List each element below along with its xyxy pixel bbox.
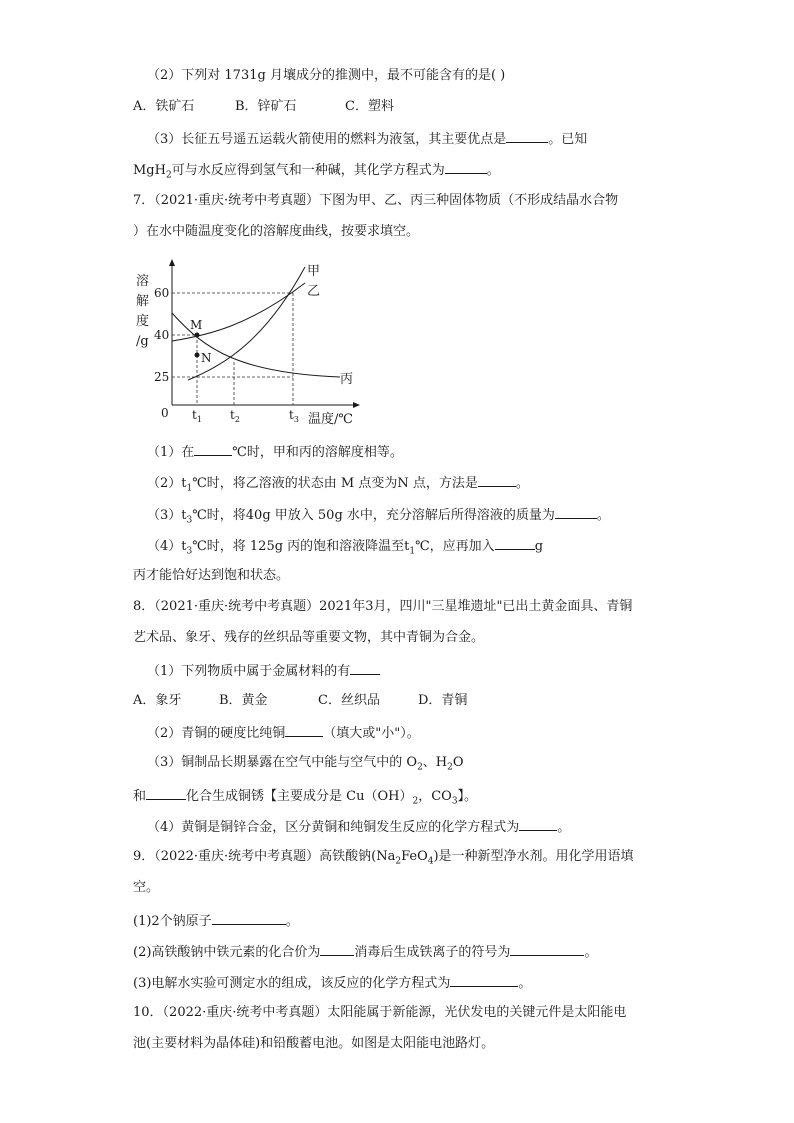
- ylabel-char-2: 解: [136, 294, 150, 309]
- q9-1: (1)2个钠原子 。: [133, 914, 299, 929]
- q7-2: $(2)t_1℃$时，将乙溶液的状态由 M 点变为N 点，方法是 。: [147, 476, 529, 494]
- q6-3-line2: MgH$_2$可与水反应得到氢气和一种碱，其化学方程式为 。: [133, 163, 500, 181]
- x-axis-arrow: [353, 402, 360, 408]
- q8-1: （1）下列物质中属于金属材料的有: [147, 662, 380, 680]
- q6-2-option-b: B．锌矿石: [235, 99, 297, 114]
- point-m: [195, 333, 200, 338]
- q8-1-option-a: A．象牙: [133, 693, 182, 708]
- xtick-t2: $t_2$: [230, 408, 240, 424]
- q8-1-option-c: C．丝织品: [318, 693, 380, 708]
- q7-heading-cont: ）在水中随温度变化的溶解度曲线，按要求填空。: [133, 224, 420, 239]
- q7-4-cont: 丙才能恰好达到饱和状态。: [133, 568, 290, 583]
- xlabel: 温度/℃: [308, 412, 353, 427]
- ytick-40: 40: [154, 328, 170, 342]
- q9-3: (3)电解水实验可测定水的组成，该反应的化学方程式为 。: [133, 976, 532, 991]
- point-n: [195, 353, 200, 358]
- ytick-60: 60: [154, 286, 170, 300]
- q6-3-line1: （3）长征五号遥五运载火箭使用的燃料为液氢，其主要优点是 。已知: [147, 132, 588, 147]
- q8-4: （4）黄铜是铜锌合金，区分黄铜和纯铜发生反应的化学方程式为 。: [147, 820, 571, 835]
- origin-label: 0: [161, 406, 169, 420]
- xtick-t1: $t_1$: [192, 408, 202, 424]
- point-n-label: N: [201, 351, 212, 365]
- q8-3: （3）铜制品长期暴露在空气中能与空气中的 $O_2$、$H_2O$: [147, 755, 464, 773]
- q6-2-option-a: A．铁矿石: [133, 99, 195, 114]
- q8-1-option-b: B．黄金: [219, 693, 268, 708]
- ylabel-char-4: /g: [136, 334, 149, 349]
- point-m-label: M: [190, 318, 203, 332]
- q8-2: （2）青铜的硬度比纯铜 （填大或"小"）。: [147, 726, 420, 741]
- q8-3-cont: 和 化合生成铜锈【主要成分是 $Cu(OH)_2$，$CO_3$】。: [133, 789, 478, 807]
- q10-heading: 10．（2022·重庆·统考中考真题）太阳能属于新能源，光伏发电的关键元件是太阳能电: [133, 1005, 627, 1020]
- q8-heading: 8．（2021·重庆·统考中考真题）2021年3月，四川"三星堆遗址"已出土黄金面具、青铜: [133, 599, 633, 614]
- ylabel-char-1: 溶: [136, 274, 150, 289]
- ytick-25: 25: [154, 370, 170, 384]
- solubility-chart: [130, 255, 370, 435]
- q6-2-option-c: C．塑料: [345, 99, 394, 114]
- series-jia-label: 甲: [307, 264, 321, 279]
- q10-heading-cont: 池(主要材料为晶体硅)和铅酸蓄电池。如图是太阳能电池路灯。: [133, 1036, 495, 1051]
- q7-1: （1）在 ℃时，甲和丙的溶解度相等。: [147, 445, 403, 460]
- q7-heading: 7．（2021·重庆·统考中考真题）下图为甲、乙、丙三种固体物质（不形成结晶水合物: [133, 193, 619, 208]
- q9-2: (2)高铁酸钠中铁元素的化合价为 消毒后生成铁离子的符号为 。: [133, 945, 598, 960]
- series-yi-label: 乙: [307, 284, 321, 299]
- q9-heading-cont: 空。: [133, 880, 160, 895]
- q8-heading-cont: 艺术品、象牙、残存的丝织品等重要文物，其中青铜为合金。: [133, 630, 485, 645]
- q9-heading: 9．（2022·重庆·统考中考真题）高铁酸钠$(Na_2FeO_4)$是一种新型净水剂。用化学用语填: [133, 849, 634, 867]
- ylabel-char-3: 度: [136, 314, 150, 329]
- q7-4: $(4)t_3℃$时，将 125g 丙的饱和溶液降温至$t_1℃$，应再加入 g: [147, 539, 544, 557]
- q8-1-option-d: D．青铜: [418, 693, 468, 708]
- q7-3: $(3)t_3℃$时，将40g 甲放入 50g 水中，充分溶解后所得溶液的质量为 。: [147, 508, 610, 526]
- series-bing-label: 丙: [340, 372, 354, 387]
- q6-2-text: （2）下列对 1731g 月壤成分的推测中，最不可能含有的是( ): [147, 68, 506, 83]
- xtick-t3: $t_3$: [289, 408, 299, 424]
- y-axis-arrow: [169, 259, 175, 266]
